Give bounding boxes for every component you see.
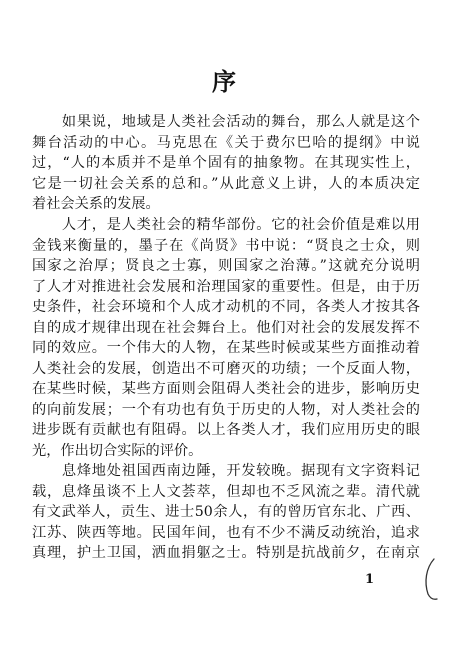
text-line: 有文武举人，贡生、进士50余人，有的曾历官东北、广西、: [32, 504, 420, 520]
paragraph-3: [32, 461, 420, 564]
page-number: 1: [365, 572, 375, 587]
text-line: 人才，是人类社会的精华部份。它的社会价值是难以用: [32, 217, 420, 233]
page-title: 序: [212, 67, 238, 96]
text-line: 史条件，社会环境和个人成才动机的不同，各类人才按其各: [32, 299, 420, 315]
text-line: 国家之治厚；贤良之士寡，则国家之治薄。”这就充分说明: [32, 258, 420, 274]
text-line: 着社会关系的发展。: [32, 196, 160, 212]
text-line: 了人才对推进社会发展和治理国家的重要性。但是，由于历: [32, 278, 420, 295]
text-line: 人类社会的发展，创造出不可磨灭的功绩；一个反面人物，: [32, 360, 420, 377]
text-line: 息烽地处祖国西南边陲，开发较晚。据现有文字资料记: [32, 463, 420, 479]
paragraph-2: [32, 215, 420, 461]
text-line: 过，“人的本质并不是单个固有的抽象物。在其现实性上，: [32, 155, 420, 171]
handwritten-mark: [420, 556, 440, 602]
text-line: 进步既有贡献也有阻碍。以上各类人才，我们应用历史的眼: [32, 422, 420, 438]
text-line: 如果说，地域是人类社会活动的舞台，那么人就是这个: [32, 114, 420, 130]
text-line: 金钱来衡量的，墨子在《尚贤》书中说：“贤良之士众，则: [32, 237, 420, 254]
text-line: 的向前发展；一个有功也有负于历史的人物，对人类社会的: [32, 401, 420, 418]
text-line: 在某些时候，某些方面则会阻碍人类社会的进步，影响历史: [32, 381, 420, 397]
text-line: 同的效应。一个伟大的人物，在某些时候或某些方面推动着: [32, 340, 420, 356]
text-line: 载，息烽虽谈不上人文荟萃，但却也不乏风流之辈。清代就: [32, 483, 420, 500]
text-line: 光，作出切合实际的评价。: [32, 442, 203, 459]
text-line: 它是一切社会关系的总和。”从此意义上讲，人的本质决定: [32, 175, 420, 192]
text-line: 自的成才规律出现在社会舞台上。他们对社会的发展发挥不: [32, 319, 420, 336]
text-line: 江苏、陕西等地。民国年间，也有不少不满反动统治，追求: [32, 524, 420, 541]
text-line: 真理，护土卫国，洒血捐躯之士。特别是抗战前夕，在南京: [32, 545, 420, 561]
text-line: 舞台活动的中心。马克思在《关于费尔巴哈的提纲》中说: [32, 134, 420, 151]
paragraph-1: [32, 112, 420, 215]
